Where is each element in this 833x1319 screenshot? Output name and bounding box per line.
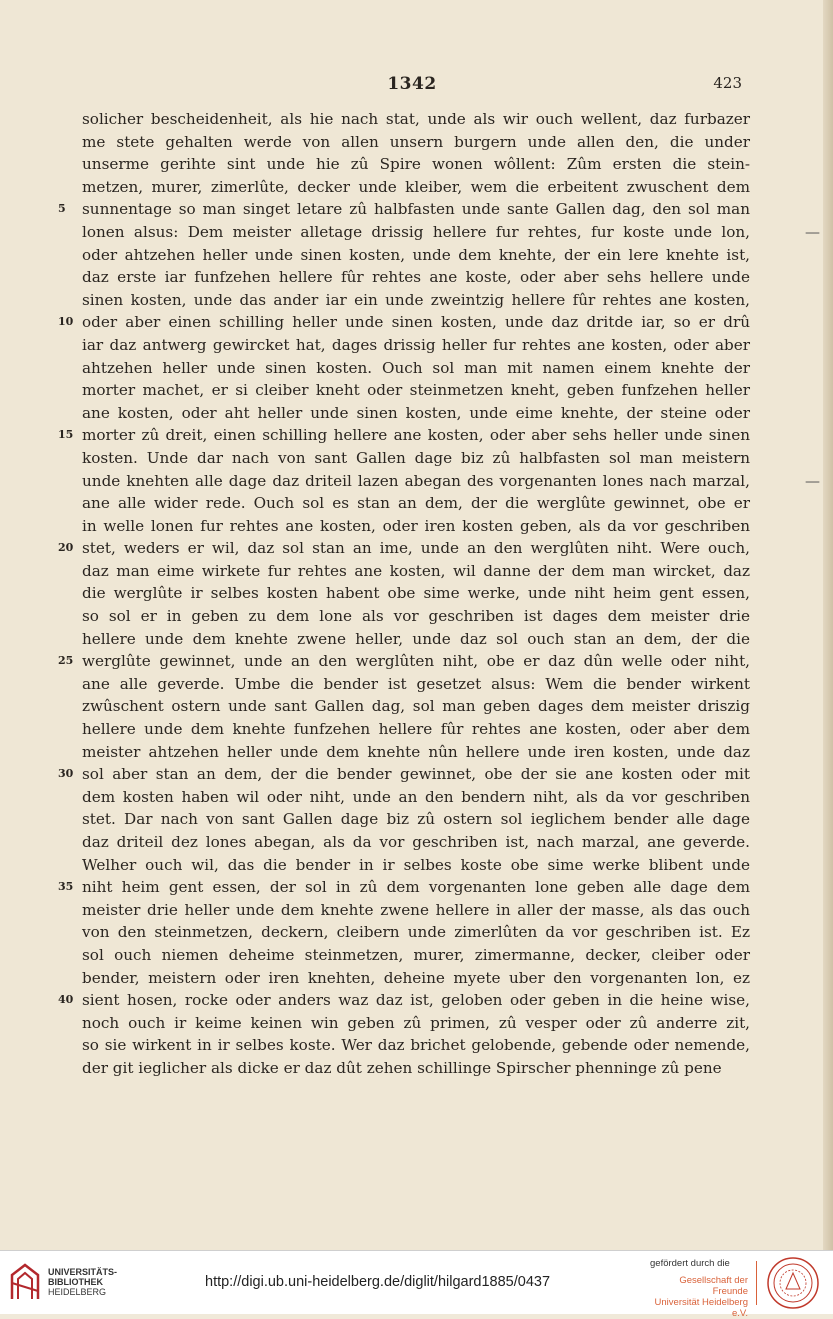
line-text: zwûschent ostern unde sant Gallen dag, sol man geben dages dem meister driszig (82, 697, 750, 716)
text-line (82, 402, 750, 425)
line-text: iar daz antwerg gewircket hat, dages drissig heller fur rehtes ane kosten, oder aber (82, 335, 750, 354)
line-text: daz erste iar funfzehen hellere fûr rehtes ane koste, oder aber sehs hellere unde (82, 268, 750, 287)
ub-heidelberg-logo-icon (8, 1261, 42, 1301)
line-text: hellere unde dem knehte zwene heller, unde daz sol ouch stan an dem, der die (82, 629, 750, 648)
library-name-line3: HEIDELBERG (48, 1287, 107, 1297)
text-line (82, 1034, 750, 1057)
line-text: sol ouch niemen deheime steinmetzen, murer, zimermanne, decker, cleiber oder (82, 945, 750, 964)
society-name-line1: Gesellschaft der Freunde (679, 1275, 748, 1297)
line-text: ane kosten, oder aht heller unde sinen kosten, unde eime knehte, der steine oder (82, 403, 750, 422)
line-text: morter zû dreit, einen schilling hellere ane kosten, oder aber sehs heller unde sinen (82, 426, 750, 445)
text-line (82, 1057, 750, 1080)
text-line (82, 582, 750, 605)
line-text: werglûte gewinnet, unde an den werglûten niht, obe er daz dûn welle oder niht, (82, 652, 750, 671)
line-text: sinen kosten, unde das ander iar ein unde zweintzig hellere fûr rehtes ane kosten, (82, 290, 750, 309)
page-number: 1342 (387, 74, 437, 94)
line-text: dem kosten haben wil oder niht, unde an den bendern niht, als da vor geschriben (82, 787, 750, 806)
line-number: 30 (58, 767, 74, 781)
line-number: 40 (58, 993, 74, 1007)
text-line (82, 854, 750, 877)
line-text: kosten. Unde dar nach von sant Gallen dage biz zû halbfasten sol man meistern (82, 448, 750, 467)
line-text: sunnentage so man singet letare zû halbfasten unde sante Gallen dag, den sol man (82, 200, 750, 219)
line-text: meister drie heller unde dem knehte zwene hellere in aller der masse, als das ouch (82, 900, 750, 919)
line-text: von den steinmetzen, deckern, cleibern unde zimerlûten da vor geschriben ist. Ez (82, 923, 750, 942)
line-number: 35 (58, 880, 74, 894)
line-text: me stete gehalten werde von allen unsern burgern unde allen den, die under (82, 132, 750, 151)
line-text: ane alle geverde. Umbe die bender ist gesetzet alsus: Wem die bender wirkent (82, 674, 750, 693)
society-name (648, 1275, 748, 1319)
margin-mark: — (805, 471, 820, 490)
funded-by-label: gefördert durch die (650, 1258, 730, 1269)
text-line (58, 424, 750, 447)
text-line (82, 628, 750, 651)
text-line (82, 967, 750, 990)
text-line (82, 108, 750, 131)
text-line (82, 831, 750, 854)
line-text: lonen alsus: Dem meister alletage drissig hellere fur rehtes, fur koste unde lon, (82, 222, 750, 241)
line-text: ahtzehen heller unde sinen kosten. Ouch sol man mit namen einem knehte der (82, 358, 750, 377)
text-line (82, 921, 750, 944)
text-line (82, 695, 750, 718)
line-text: hellere unde dem knehte funfzehen hellere fûr rehtes ane kosten, oder aber dem (82, 720, 750, 739)
line-text: sient hosen, rocke oder anders waz daz ist, geloben oder geben in die heine wise, (82, 991, 750, 1010)
page-edge (823, 0, 833, 1250)
text-line (82, 741, 750, 764)
text-line (58, 650, 750, 673)
line-text: stet, weders er wil, daz sol stan an ime, unde an den werglûten niht. Were ouch, (82, 539, 750, 558)
line-text: noch ouch ir keime keinen win geben zû primen, zû vesper oder zû anderre zit, (82, 1013, 750, 1032)
text-line (82, 673, 750, 696)
page-header (82, 74, 742, 98)
line-text: in welle lonen fur rehtes ane kosten, oder iren kosten geben, als da vor geschriben (82, 516, 750, 535)
text-line (82, 176, 750, 199)
line-text: oder aber einen schilling heller unde sinen kosten, unde daz dritde iar, so er drû (82, 313, 750, 332)
text-line (82, 244, 750, 267)
library-name-line2: BIBLIOTHEK (48, 1277, 103, 1287)
text-line (82, 515, 750, 538)
text-line (82, 379, 750, 402)
text-line (82, 447, 750, 470)
text-line (82, 153, 750, 176)
text-line (58, 763, 750, 786)
line-text: unde knehten alle dage daz driteil lazen abegan des vorgenanten lones nach marzal, (82, 471, 750, 490)
line-text: stet. Dar nach von sant Gallen dage biz zû ostern sol ieglichem bender alle dage (82, 810, 750, 829)
line-text: meister ahtzehen heller unde dem knehte nûn hellere unde iren kosten, unde daz (82, 742, 750, 761)
line-text: niht heim gent essen, der sol in zû dem vorgenanten lone geben alle dage dem (82, 878, 750, 897)
line-number: 15 (58, 428, 74, 442)
text-line (82, 131, 750, 154)
line-number: 10 (58, 315, 74, 329)
text-line (82, 221, 820, 244)
line-text: die werglûte ir selbes kosten habent obe sime werke, unde niht heim gent essen, (82, 584, 750, 603)
document-text (58, 108, 820, 1080)
text-line (82, 334, 750, 357)
line-text: so sie wirkent in ir selbes koste. Wer daz brichet gelobende, gebende oder nemende, (82, 1036, 750, 1055)
text-line (82, 470, 820, 493)
library-name (48, 1267, 117, 1297)
line-text: oder ahtzehen heller unde sinen kosten, unde dem knehte, der ein lere knehte ist, (82, 245, 750, 264)
line-text: solicher bescheidenheit, als hie nach stat, unde als wir ouch wellent, daz furbazer (82, 110, 750, 128)
line-text: morter machet, er si cleiber kneht oder steinmetzen kneht, geben funfzehen heller (82, 381, 750, 400)
text-line (82, 492, 750, 515)
line-text: unserme gerihte sint unde hie zû Spire wonen wôllent: Zûm ersten die stein- (82, 155, 750, 174)
digitization-footer (0, 1250, 833, 1319)
text-line (82, 605, 750, 628)
folio-number: 423 (713, 74, 742, 92)
line-number: 25 (58, 654, 74, 668)
line-text: metzen, murer, zimerlûte, decker unde kleiber, wem die erbeitent zwuschent dem (82, 177, 750, 196)
text-line (82, 266, 750, 289)
text-line (82, 718, 750, 741)
line-number: 20 (58, 541, 74, 555)
text-line (58, 989, 750, 1012)
text-line (58, 198, 750, 221)
margin-mark: — (805, 222, 820, 241)
line-text: Welher ouch wil, das die bender in ir selbes koste obe sime werke blibent unde (82, 855, 750, 874)
text-line (82, 357, 750, 380)
text-line (82, 1012, 750, 1035)
text-line (82, 786, 750, 809)
university-seal-icon (766, 1256, 820, 1310)
society-name-line2: Universität Heidelberg e.V. (654, 1297, 748, 1319)
library-name-line1: UNIVERSITÄTS- (48, 1267, 118, 1277)
line-number: 5 (58, 202, 66, 216)
text-line (58, 311, 750, 334)
line-text: der git ieglicher als dicke er daz dût zehen schillinge Spirscher phenninge zû pene (82, 1058, 722, 1077)
line-text: daz driteil dez lones abegan, als da vor geschriben ist, nach marzal, ane geverde. (82, 833, 750, 851)
text-line (58, 537, 750, 560)
line-text: sol aber stan an dem, der die bender gewinnet, obe der sie ane kosten oder mit (82, 765, 750, 784)
text-line (58, 876, 750, 899)
line-text: so sol er in geben zu dem lone als vor geschriben ist dages dem meister drie (82, 607, 750, 626)
text-line (82, 808, 750, 831)
text-line (82, 560, 750, 583)
text-line (82, 899, 750, 922)
permalink-url[interactable]: http://digi.ub.uni-heidelberg.de/diglit/hilgard1885/0437 (205, 1274, 551, 1290)
line-text: bender, meistern oder iren knehten, deheine myete uber den vorgenanten lon, ez (82, 968, 750, 987)
footer-divider (756, 1261, 757, 1305)
line-text: daz man eime wirkete fur rehtes ane kosten, wil danne der dem man wircket, daz (82, 561, 750, 580)
text-line (82, 289, 750, 312)
text-line (82, 944, 750, 967)
line-text: ane alle wider rede. Ouch sol es stan an dem, der die werglûte gewinnet, obe er (82, 494, 750, 513)
